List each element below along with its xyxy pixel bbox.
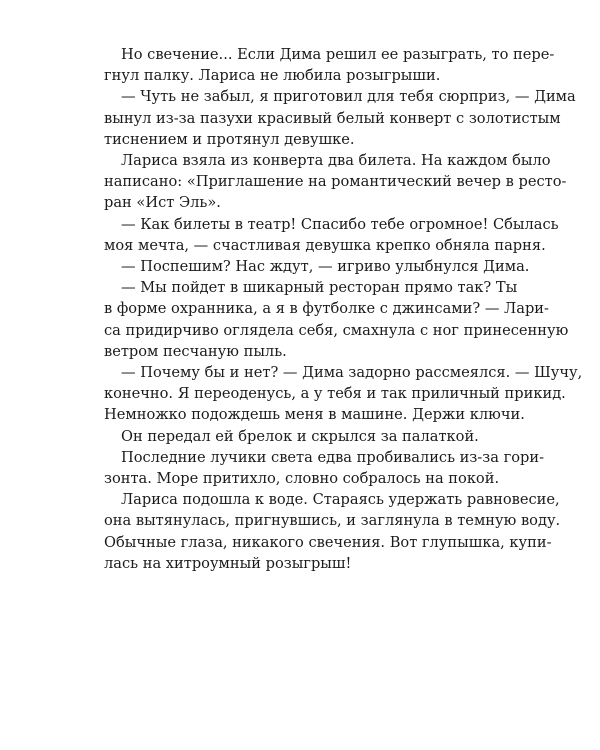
text-line: Немножко подождешь меня в машине. Держи ключи. <box>104 406 525 424</box>
text-line: тиснением и протянул девушке. <box>104 130 355 148</box>
text-line: ран «Ист Эль». <box>104 194 221 212</box>
text-line: лась на хитроумный розыгрыш! <box>104 554 352 572</box>
text-line: Но свечение... Если Дима решил ее разыграть, то пере- <box>121 46 555 63</box>
text-line: — Как билеты в театр! Спасибо тебе огромное! Сбылась <box>121 215 559 233</box>
text-line: зонта. Море притихло, словно собралось на покой. <box>104 470 500 488</box>
text-line: конечно. Я переоденусь, а у тебя и так приличный прикид. <box>104 385 566 403</box>
text-line: — Чуть не забыл, я приготовил для тебя сюрприз, — Дима <box>121 88 576 106</box>
text-line: вынул из-за пазухи красивый белый конверт с золотистым <box>104 109 561 127</box>
text-line: — Мы пойдет в шикарный ресторан прямо так? Ты <box>121 279 518 297</box>
text-line: Последние лучики света едва пробивались из-за гори- <box>121 448 545 466</box>
text-line: гнул палку. Лариса не любила розыгрыши. <box>104 67 441 85</box>
text-line: Он передал ей брелок и скрылся за палаткой. <box>121 427 479 445</box>
text-line: она вытянулась, пригнувшись, и заглянула в темную воду. <box>104 512 561 530</box>
text-line: — Почему бы и нет? — Дима задорно рассмеялся. — Шучу, <box>121 364 583 382</box>
text-line: моя мечта, — счастливая девушка крепко обняла парня. <box>104 236 546 254</box>
text-line: ветром песчаную пыль. <box>104 342 287 360</box>
body-text <box>104 44 583 574</box>
text-line: са придирчиво оглядела себя, смахнула с ног принесенную <box>104 321 569 339</box>
text-line: в форме охранника, а я в футболке с джинсами? — Лари- <box>104 300 549 318</box>
text-line: Обычные глаза, никакого свечения. Вот глупышка, купи- <box>104 533 552 551</box>
text-line: написано: «Приглашение на романтический вечер в ресто- <box>104 173 567 191</box>
text-line: — Поспешим? Нас ждут, — игриво улыбнулся Дима. <box>121 258 530 276</box>
text-line: Лариса взяла из конверта два билета. На каждом было <box>121 152 551 170</box>
text-line: Лариса подошла к воде. Стараясь удержать равновесие, <box>121 491 560 509</box>
